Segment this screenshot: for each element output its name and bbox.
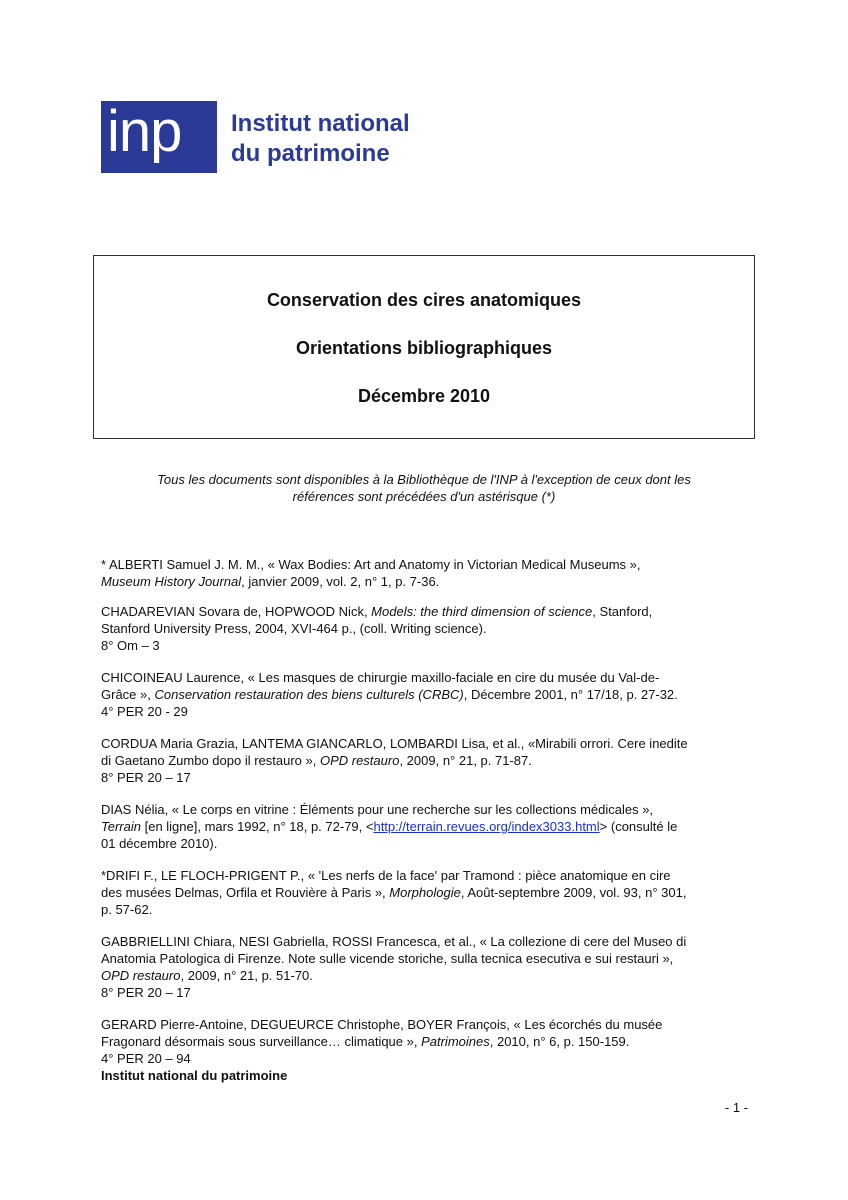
reference-alberti xyxy=(101,556,751,590)
ref-journal: Patrimoines xyxy=(421,1034,490,1049)
ref-details: > (consulté le xyxy=(599,819,678,834)
logo-name xyxy=(231,109,491,169)
ref-call-number: 8° PER 20 – 17 xyxy=(101,770,191,785)
ref-line: CHICOINEAU Laurence, « Les masques de chirurgie maxillo-faciale en cire du musée du Val-de- xyxy=(101,670,660,685)
ref-details: , Août-septembre 2009, vol. 93, n° 301, xyxy=(460,885,687,900)
ref-line xyxy=(101,967,751,984)
ref-line: * ALBERTI Samuel J. M. M., « Wax Bodies: Art and Anatomy in Victorian Medical Museums », xyxy=(101,557,641,572)
ref-call-number: 4° PER 20 – 94 xyxy=(101,1051,191,1066)
ref-line: 01 décembre 2010). xyxy=(101,836,218,851)
ref-journal: OPD restauro xyxy=(101,968,181,983)
ref-call-number: 4° PER 20 - 29 xyxy=(101,704,188,719)
footer-institution: Institut national du patrimoine xyxy=(101,1068,288,1083)
document-subtitle: Orientations bibliographiques xyxy=(295,338,553,358)
reference-gabbriellini xyxy=(101,933,751,1001)
ref-details: [en ligne], mars 1992, n° 18, p. 72-79, < xyxy=(140,819,374,834)
reference-gerard xyxy=(101,1016,751,1067)
page-number: - 1 - xyxy=(724,1100,748,1115)
ref-line: Anatomia Patologica di Firenze. Note sulle vicende storiche, sulla tecnica esecutiva e sui restauri », xyxy=(101,951,674,966)
reference-drifi xyxy=(101,867,751,918)
ref-line: Stanford University Press, 2004, XVI-464 p., (coll. Writing science). xyxy=(101,621,487,636)
document-date: Décembre 2010 xyxy=(357,386,491,406)
ref-line xyxy=(101,686,751,703)
ref-line: DIAS Nélia, « Le corps en vitrine : Éléments pour une recherche sur les collections médicales », xyxy=(101,802,654,817)
ref-journal: Museum History Journal xyxy=(101,574,242,589)
ref-journal: Terrain xyxy=(101,819,141,834)
ref-text: Grâce », xyxy=(101,687,155,702)
reference-cordua xyxy=(101,735,751,786)
ref-line: CORDUA Maria Grazia, LANTEMA GIANCARLO, LOMBARDI Lisa, et al., «Mirabili orrori. Cere inedite xyxy=(101,736,688,751)
ref-url-link[interactable]: http://terrain.revues.org/index3033.html xyxy=(373,819,600,834)
ref-details: , 2010, n° 6, p. 150-159. xyxy=(489,1034,630,1049)
ref-line xyxy=(101,752,751,769)
ref-line xyxy=(101,603,751,620)
ref-book-title: Models: the third dimension of science xyxy=(371,604,593,619)
ref-details: , 2009, n° 21, p. 51-70. xyxy=(180,968,313,983)
ref-line xyxy=(101,884,751,901)
intro-line-1: Tous les documents sont disponibles à la Bibliothèque de l'INP à l'exception de ceux dont les xyxy=(157,472,691,487)
intro-line-2: références sont précédées d'un astérisque (*) xyxy=(292,489,556,504)
ref-line xyxy=(101,818,751,835)
ref-line xyxy=(101,1033,751,1050)
ref-journal: Conservation restauration des biens culturels (CRBC) xyxy=(154,687,464,702)
ref-text: di Gaetano Zumbo dopo il restauro », xyxy=(101,753,320,768)
reference-chicoineau xyxy=(101,669,751,720)
ref-details: , Stanford, xyxy=(592,604,653,619)
ref-journal: Morphologie xyxy=(389,885,461,900)
logo-name-line2: du patrimoine xyxy=(231,140,390,167)
logo-abbr: inp xyxy=(101,101,217,173)
logo-name-line1: Institut national xyxy=(231,110,410,137)
ref-line: GERARD Pierre-Antoine, DEGUEURCE Christophe, BOYER François, « Les écorchés du musée xyxy=(101,1017,663,1032)
document-title: Conservation des cires anatomiques xyxy=(266,290,582,310)
ref-call-number: 8° PER 20 – 17 xyxy=(101,985,191,1000)
reference-dias xyxy=(101,801,751,852)
ref-line: GABBRIELLINI Chiara, NESI Gabriella, ROSSI Francesca, et al., « La collezione di cere del Museo di xyxy=(101,934,687,949)
ref-details: , janvier 2009, vol. 2, n° 1, p. 7-36. xyxy=(241,574,440,589)
ref-line xyxy=(101,573,751,590)
ref-details: , 2009, n° 21, p. 71-87. xyxy=(399,753,532,768)
ref-text: des musées Delmas, Orfila et Rouvière à Paris », xyxy=(101,885,390,900)
ref-call-number: 8° Om – 3 xyxy=(101,638,160,653)
ref-line: *DRIFI F., LE FLOCH-PRIGENT P., « 'Les nerfs de la face' par Tramond : pièce anatomique en cire xyxy=(101,868,671,883)
ref-details: , Décembre 2001, n° 17/18, p. 27-32. xyxy=(463,687,678,702)
ref-journal: OPD restauro xyxy=(319,753,400,768)
ref-line: p. 57-62. xyxy=(101,902,153,917)
title-box xyxy=(93,255,755,439)
intro-note xyxy=(110,471,738,505)
reference-chadarevian xyxy=(101,603,751,654)
ref-text: Fragonard désormais sous surveillance… climatique », xyxy=(101,1034,422,1049)
ref-authors: CHADAREVIAN Sovara de, HOPWOOD Nick, xyxy=(101,604,372,619)
